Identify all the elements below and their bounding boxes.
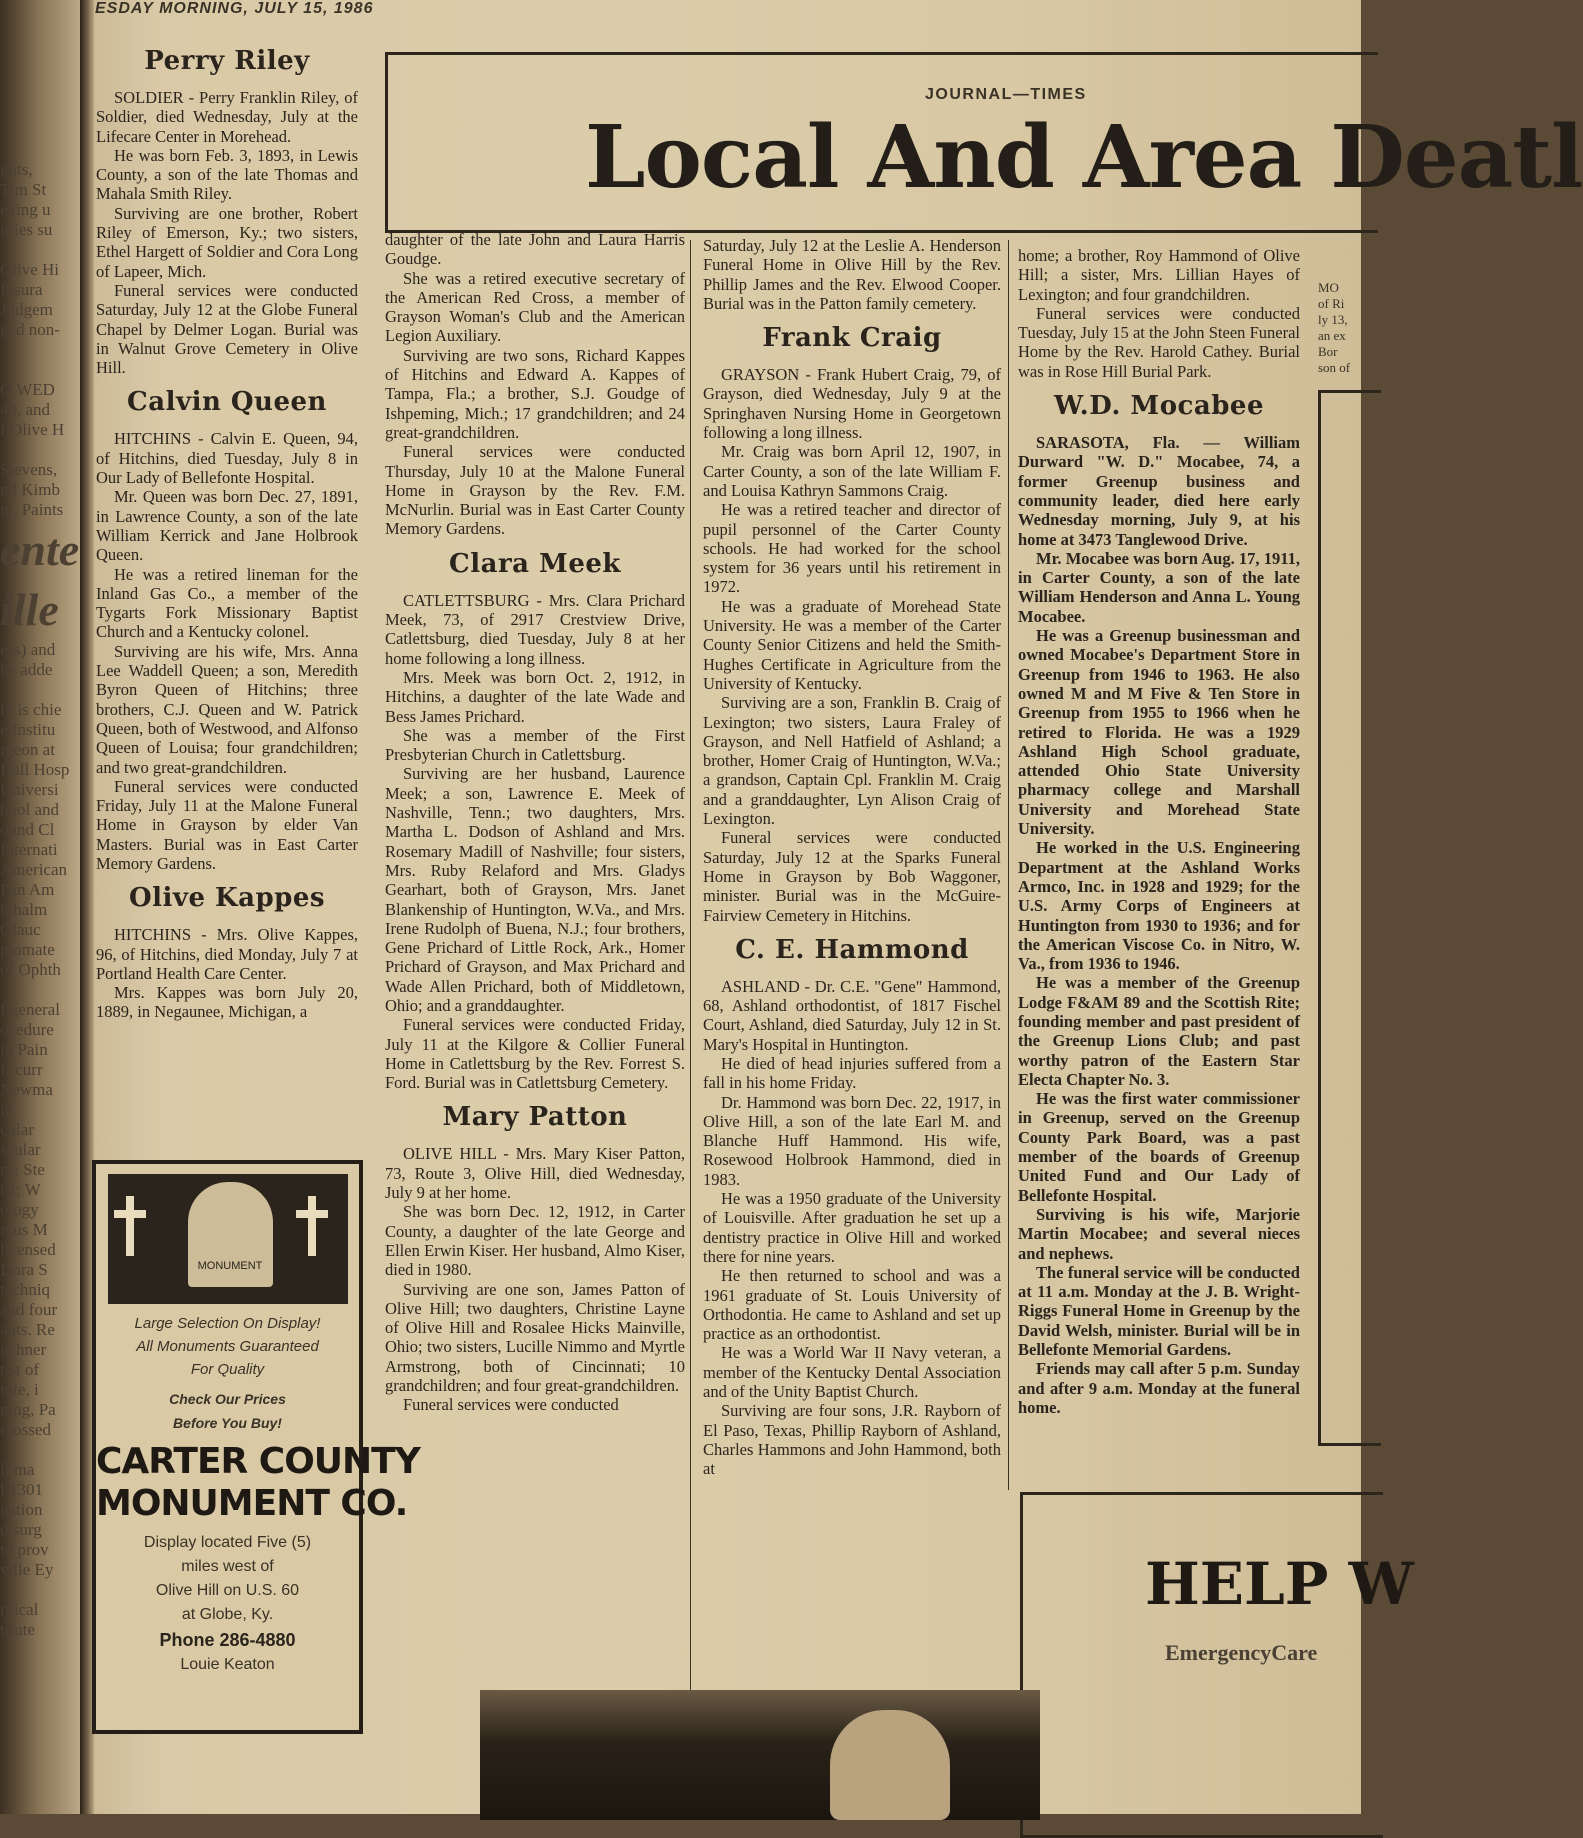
- fragment-line: Olive Hi: [0, 260, 60, 279]
- paragraph: HITCHINS - Mrs. Olive Kappes, 96, of Hitchins, died Monday, July 7 at Portland Health Care Center.: [96, 925, 358, 983]
- fragment-line: ville Ey: [0, 1560, 54, 1579]
- obituary-body: [96, 88, 358, 377]
- fragment-line: l 1301: [0, 1480, 43, 1499]
- fragment-line: [0, 340, 82, 360]
- paragraph: She was a member of the First Presbyterian Church in Catlettsburg.: [385, 725, 685, 765]
- paragraph: She was born Dec. 12, 1912, in Carter County, a daughter of the late George and Ellen Erwin Kiser. Her husband, Almo Kiser, died in 1980.: [385, 1202, 685, 1280]
- paragraph: Funeral services were conducted Saturday, July 12 at the Globe Funeral Chapel by Delmer Logan. Burial was in Walnut Grove Cemetery in Olive Hill.: [96, 280, 358, 378]
- paragraph: The funeral service will be conducted at 11 a.m. Monday at the J. B. Wright-Riggs Funeral Home in Greenup by the David Welsh, minister. Burial will be in Bellefonte Memorial Gardens.: [1018, 1262, 1300, 1360]
- paragraph: He was a retired teacher and director of pupil personnel of the Carter County schools. He had worked for the school system for 36 years until his retirement in 1972.: [703, 500, 1001, 597]
- paragraph: He was a graduate of Morehead State University. He was a member of the Carter County Senior Citizens and held the Smith-Hughes Certificate in Agriculture from the University of Kentucky.: [703, 596, 1001, 693]
- ad-line: Before You Buy!: [173, 1415, 282, 1431]
- paragraph: He was a World War II Navy veteran, a member of the Kentucky Dental Association and of the Unity Baptist Church.: [703, 1343, 1001, 1402]
- fragment-line: Dora S: [0, 1260, 48, 1279]
- paragraph: Surviving are two sons, Richard Kappes of Hitchins and Edward A. Kappes of Tampa, Fla.; a brother, S.J. Goudge of Ishpeming, Mich.; 17 grandchildren; and 24 great-grandchildren.: [385, 345, 685, 442]
- obituary-name: C. E. Hammond: [735, 934, 969, 965]
- paragraph: daughter of the late John and Laura Harris Goudge.: [385, 230, 685, 269]
- headstone-icon: [188, 1182, 273, 1287]
- fragment-line: ghts,: [0, 160, 33, 179]
- obituary-name: Frank Craig: [762, 323, 942, 354]
- fragment-line: e Institu: [0, 720, 56, 739]
- paragraph: Funeral services were conducted: [403, 1395, 619, 1415]
- obituary-body: [96, 429, 358, 873]
- fragment-line: [0, 680, 82, 700]
- paragraph: CATLETTSBURG - Mrs. Clara Prichard Meek, 73, of 2917 Crestview Drive, Catlettsburg, died Tuesday, July 8 at her home following a long illness.: [385, 590, 685, 668]
- fragment-line: son of: [1318, 360, 1351, 375]
- paragraph: Mr. Craig was born April 12, 1907, in Carter County, a son of the late William F. and Louisa Kathryn Sammons Craig.: [703, 442, 1001, 500]
- fragment-line: American: [0, 860, 68, 879]
- paragraph: He worked in the U.S. Engineering Department at the Ashland Works Armco, Inc. in 1928 and 1929; for the U.S. Army Corps of Engineers at Huntington from 1930 to 1936; and for the American Viscose Co. in Nitro, W. Va., from 1936 to 1946.: [1018, 838, 1300, 974]
- fragment-line: ille: [0, 584, 59, 635]
- fragment-line: ix is chie: [0, 700, 62, 719]
- fragment-line: f Olive H: [0, 420, 65, 439]
- portrait-figure: [830, 1710, 950, 1820]
- headstone-text: MONUMENT: [197, 1260, 263, 1272]
- fragment-line: uchner: [0, 1340, 47, 1359]
- ad-line: For Quality: [190, 1361, 265, 1378]
- paragraph: Funeral services were conducted Saturday, July 12 at the Sparks Funeral Home in Grayson by Bob Waggoner, minister. Burial was in the McGuire-Fairview Cemetery in Hitchins.: [703, 828, 1001, 925]
- fragment-line: ess) and: [0, 640, 56, 659]
- ad-line: miles west of: [181, 1558, 274, 1575]
- fragment-line: f general: [0, 1000, 60, 1019]
- fragment-line: licensed: [0, 1240, 56, 1259]
- paragraph: Funeral services were conducted Friday, July 11 at the Malone Funeral Home in Grayson by elder Van Masters. Burial was in East Carter Memory Gardens.: [96, 776, 358, 873]
- ad-line: All Monuments Guaranteed: [136, 1338, 319, 1355]
- fragment-line: [0, 440, 82, 460]
- fragment-line: tist of: [0, 1360, 40, 1379]
- fragment-line: O WED: [0, 380, 55, 399]
- fragment-line: ente: [0, 524, 80, 575]
- fragment-line: ants. Re: [0, 1320, 55, 1339]
- fragment-line: plomate: [0, 940, 55, 959]
- cross-icon: [126, 1196, 134, 1256]
- fragment-line: ry; Ste: [0, 1160, 45, 1179]
- paragraph: He was a 1950 graduate of the University of Louisville. After graduation he set up a dentistry practice in Olive Hill and worked there for nine years.: [703, 1189, 1001, 1266]
- fragment-line: uries su: [0, 220, 53, 239]
- fragment-line: in Pain: [0, 1040, 48, 1059]
- facing-page-fragment: [0, 160, 82, 1810]
- right-advertisement-frame: [1318, 390, 1381, 1446]
- column-rule: [690, 240, 691, 1690]
- paragraph: Dr. Hammond was born Dec. 22, 1917, in Olive Hill, a son of the late Earl M. and Blanche Huff Hammond. His wife, Rosewood Holbrook Hammond, died in 1983.: [703, 1092, 1001, 1189]
- fragment-line: titute: [0, 1620, 35, 1639]
- fragment-line: 44, and: [0, 400, 51, 419]
- fragment-line: ology: [0, 1200, 39, 1219]
- paragraph: Saturday, July 12 at the Leslie A. Henderson Funeral Home in Olive Hill by the Rev. Phillip James and the Rev. Elwood Cooper. Burial was in the Patton family cemetery.: [703, 236, 1001, 313]
- obituary-name: Olive Kappes: [128, 883, 326, 914]
- fragment-line: Bor: [1318, 344, 1338, 359]
- fragment-line: Internati: [0, 840, 58, 859]
- ad-line: Check Our Prices: [169, 1391, 286, 1407]
- paragraph: He was a Greenup businessman and owned Mocabee's Department Store in Greenup from 1946 to 1963. He also owned M and M Five & Ten Store in Greenup from 1955 to 1966 when he retired to Florida. He was a 1929 Ashland High School graduate, attended Ohio State University pharmacy college and Marshall University and Morehead State University.: [1018, 626, 1300, 839]
- help-wanted-title: HELP W: [1145, 1550, 1414, 1618]
- paragraph: He then returned to school and was a 1961 graduate of St. Louis University of Orthodontia. He came to Ashland and set up practice as an orthodontist.: [703, 1266, 1001, 1344]
- fragment-line: [0, 1580, 82, 1600]
- fragment-line: Hall Hosp: [0, 760, 70, 779]
- paragraph: Mrs. Meek was born Oct. 2, 1912, in Hitchins, a daughter of the late Wade and Bess James Prichard.: [385, 667, 685, 726]
- business-name: MONUMENT CO.: [96, 1483, 408, 1524]
- obituary-name: W.D. Mocabee: [1054, 391, 1264, 422]
- fragment-line: Tim St: [0, 180, 47, 199]
- fragment-line: [0, 980, 82, 1000]
- obituary-body: [703, 365, 1001, 925]
- paragraph: Mrs. Kappes was born July 20, 1889, in Negaunee, Michigan, a: [96, 983, 358, 1022]
- date-header: ESDAY MORNING, JULY 15, 1986: [95, 0, 374, 17]
- cross-icon: [308, 1196, 316, 1256]
- fragment-line: Stevens,: [0, 460, 58, 479]
- fragment-line: cular: [0, 1120, 34, 1139]
- fragment-line: ning, Pa: [0, 1400, 56, 1419]
- column-1: [96, 36, 358, 1156]
- obituary-name: Calvin Queen: [127, 387, 327, 418]
- fragment-line: ist; W: [0, 1180, 41, 1199]
- paragraph: Friends may call after 5 p.m. Sunday and after 9 a.m. Monday at the funeral home.: [1018, 1359, 1300, 1417]
- paragraph: Surviving are a son, Franklin B. Craig of Lexington; two sisters, Laura Fraley of Grayson, and Nell Hatfield of Ashland; a brother, Homer Craig of Huntington, W.Va.; a grandson, Captain Cpl. Franklin M. Craig and a granddaughter, Lyn Alison Craig of Lexington.: [703, 693, 1001, 829]
- paragraph: Funeral services were conducted Tuesday, July 15 at the John Steen Funeral Home by the Rev. Harold Cathey. Burial was in Rose Hill Burial Park.: [1018, 303, 1300, 381]
- paragraph: She was a retired executive secretary of the American Red Cross, a member of Grayson Woman's Club and the American Legion Auxiliary.: [385, 268, 685, 346]
- fragment-line: ocedure: [0, 1020, 54, 1039]
- fragment-line: rgeon at: [0, 740, 55, 759]
- paragraph: SOLDIER - Perry Franklin Riley, of Soldier, died Wednesday, July at the Lifecare Center in Morehead.: [96, 88, 358, 146]
- obituary-name: Mary Patton: [442, 1102, 628, 1133]
- column-3: [703, 236, 1001, 1676]
- obituary-body: [703, 977, 1001, 1479]
- fragment-line: d surg: [0, 1520, 42, 1539]
- fragment-line: nt, Paints: [0, 500, 64, 519]
- paragraph: He was born Feb. 3, 1893, in Lewis County, a son of the late Thomas and Mahala Smith Riley.: [96, 145, 358, 204]
- fragment-line: rgical: [0, 1600, 39, 1619]
- photo: [480, 1690, 1040, 1820]
- paragraph: Mr. Queen was born Dec. 27, 1891, in Lawrence County, a son of the late William Kerrick and Jane Holbrook Queen.: [96, 487, 358, 565]
- fragment-line: eking u: [0, 200, 51, 219]
- paragraph: GRAYSON - Frank Hubert Craig, 79, of Grayson, died Wednesday, July 9 at the Springhaven Nursing Home in Georgetown following a long illness.: [703, 365, 1001, 443]
- obituary-body: [385, 591, 685, 1093]
- paragraph: He was a member of the Greenup Lodge F&AM 89 and the Scottish Rite; founding member and past president of the Greenup Lions Club; and past worthy patron of the Eastern Star Electa Chapter No. 3.: [1018, 973, 1300, 1089]
- fragment-line: be adde: [0, 660, 53, 679]
- fragment-line: rcus M: [0, 1220, 48, 1239]
- fragment-line: in: [0, 1100, 14, 1119]
- paragraph: Surviving are her husband, Laurence Meek; a son, Lawrence E. Meek of Nashville, Tenn.; two daughters, Mrs. Martha L. Dodson of Ashland and Mrs. Rosemary Madill of Nashville; four sisters, Mrs. Ruby Relaford and Mrs. Gladys Gearhart, both of Grayson, Mrs. Janet Blankenship of Huntington, W.Va., and Mrs. Irene Rudolph of Buena, N.J.; four brothers, Gene Prichard of Little Rock, Ark., Homer Prichard of Grayson, and Max Prichard and Wade Allen Prichard, both of Middletown, Ohio; and a granddaughter.: [385, 764, 685, 1015]
- fragment-line: nd Kimb: [0, 480, 60, 499]
- obituary-body: [385, 1144, 685, 1414]
- ad-line: Large Selection On Display!: [134, 1315, 321, 1332]
- help-wanted-subtitle: EmergencyCare: [1165, 1640, 1318, 1665]
- paragraph: Surviving are four sons, J.R. Rayborn of El Paso, Texas, Phillip Rayborn of Ashland, Charles Hammons and John Hammond, both at: [703, 1401, 1001, 1479]
- fragment-line: [0, 240, 82, 260]
- fragment-line: scular: [0, 1140, 41, 1159]
- fragment-line: Universi: [0, 780, 59, 799]
- fragment-line: ff curr: [0, 1060, 43, 1079]
- fragment-line: Insura: [0, 280, 43, 299]
- paragraph: Surviving are one brother, Robert Riley of Emerson, Ky.; two sisters, Ethel Hargett of Soldier and Cora Long of Lapeer, Mich.: [96, 203, 358, 281]
- fragment-line: ged non-: [0, 320, 60, 339]
- obituary-body: [96, 925, 358, 1021]
- fragment-line: Newma: [0, 1080, 53, 1099]
- paragraph: Funeral services were conducted Friday, July 11 at the Kilgore & Collier Funeral Home in Catlettsburg by the Rev. Forrest S. Ford. Burial was in Catlettsburg Cemetery.: [385, 1015, 685, 1093]
- fragment-line: to prov: [0, 1540, 49, 1559]
- paragraph: home; a brother, Roy Hammond of Olive Hill; a sister, Mrs. Lillian Hayes of Lexington; and four grandchildren.: [1018, 246, 1300, 304]
- fragment-line: Pan Am: [0, 880, 55, 899]
- obituary-name: Perry Riley: [144, 46, 310, 76]
- business-name: CARTER COUNTY: [96, 1441, 420, 1482]
- paragraph: Surviving are his wife, Mrs. Anna Lee Waddell Queen; a son, Meredith Byron Queen of Hitchins; three brothers, C.J. Queen and W. Patrick Queen, both of Westwood, and Alfonso Queen of Louisa; four grandchildren; and two great-grandchildren.: [96, 641, 358, 777]
- obituary-body: [1018, 433, 1300, 1417]
- fragment-line: [0, 1440, 82, 1460]
- fragment-line: and four: [0, 1300, 58, 1319]
- obituary-continuation: [703, 236, 1001, 313]
- fragment-line: ound Cl: [0, 820, 55, 839]
- monument-advertisement: [92, 1160, 420, 1734]
- monument-illustration: [108, 1174, 348, 1304]
- fragment-line: Judgem: [0, 300, 53, 319]
- fragment-line: crossed: [0, 1420, 51, 1439]
- fragment-line: [0, 360, 82, 380]
- fragment-line: uation: [0, 1500, 43, 1519]
- ad-line: at Globe, Ky.: [181, 1606, 274, 1623]
- fragment-line: hthalm: [0, 900, 48, 919]
- paper-label: JOURNAL—TIMES: [925, 86, 1087, 103]
- column-2: [385, 230, 685, 1700]
- fragment-line: ll ma: [0, 1460, 35, 1479]
- obituary-continuation: [1018, 246, 1300, 381]
- paragraph: HITCHINS - Calvin E. Queen, 94, of Hitchins, died Tuesday, July 8 in Our Lady of Bellefonte Hospital.: [96, 429, 358, 488]
- owner-name: Louie Keaton: [180, 1656, 275, 1673]
- fragment-line: Glauc: [0, 920, 41, 939]
- fragment-line: hool and: [0, 800, 60, 819]
- ad-line: Display located Five (5): [143, 1534, 312, 1551]
- column-4: [1018, 246, 1300, 1486]
- paragraph: Mr. Mocabee was born Aug. 17, 1911, in Carter County, a son of the late William Henderson and Anna L. Young Mocabee.: [1018, 548, 1300, 626]
- paragraph: Surviving is his wife, Marjorie Martin Mocabee; and several nieces and nephews.: [1018, 1204, 1300, 1263]
- paragraph: OLIVE HILL - Mrs. Mary Kiser Patton, 73, Route 3, Olive Hill, died Wednesday, July 9 at her home.: [385, 1144, 685, 1203]
- right-column-fragment: [1318, 280, 1368, 390]
- obituary-name: Clara Meek: [449, 548, 621, 579]
- ad-line: Olive Hill on U.S. 60: [155, 1582, 300, 1599]
- fragment-line: MO: [1318, 280, 1339, 295]
- paragraph: SARASOTA, Fla. — William Durward "W. D." Mocabee, 74, a former Greenup business and community leader, died here early Wednesday morning, July 9, at his home at 3473 Tanglewood Drive.: [1018, 433, 1300, 549]
- fragment-line: an ex: [1318, 328, 1346, 343]
- paragraph: He died of head injuries suffered from a fall in his home Friday.: [703, 1053, 1001, 1093]
- section-title: Local And Area Deatl: [585, 107, 1583, 208]
- paragraph: Funeral services were conducted Thursday, July 10 at the Malone Funeral Home in Grayson by the Rev. F.M. McNurlin. Burial was in East Carter County Memory Gardens.: [385, 442, 685, 539]
- paragraph: He was a retired lineman for the Inland Gas Co., a member of the Tygarts Fork Missionary Baptist Church and a Kentucky colonel.: [96, 564, 358, 642]
- paragraph: ASHLAND - Dr. C.E. "Gene" Hammond, 68, Ashland orthodontist, of 1817 Fischel Court, Ashland, died Saturday, July 12 in St. Mary's Hospital in Huntington.: [703, 976, 1001, 1054]
- fragment-line: techniq: [0, 1280, 51, 1299]
- paragraph: He was the first water commissioner in Greenup, served on the Greenup County Park Board, was a past member of the boards of Greenup United Fund and Our Lady of Bellefonte Hospital.: [1018, 1089, 1300, 1205]
- column-rule: [1008, 240, 1009, 1490]
- paragraph: Surviving are one son, James Patton of Olive Hill; two daughters, Christine Layne of Olive Hill and Rosalee Hicks Mainville, Ohio; two sisters, Lucille Nimmo and Myrtle Armstrong, both of Cincinnati; 10 grandchildren; and four great-grandchildren.: [385, 1279, 685, 1396]
- fragment-line: of Ophth: [0, 960, 61, 979]
- obituary-continuation: [385, 230, 685, 539]
- fragment-line: tute, i: [0, 1380, 39, 1399]
- fragment-line: ly 13,: [1318, 312, 1348, 327]
- phone-number: Phone 286-4880: [159, 1630, 296, 1650]
- fragment-line: of Ri: [1318, 296, 1345, 311]
